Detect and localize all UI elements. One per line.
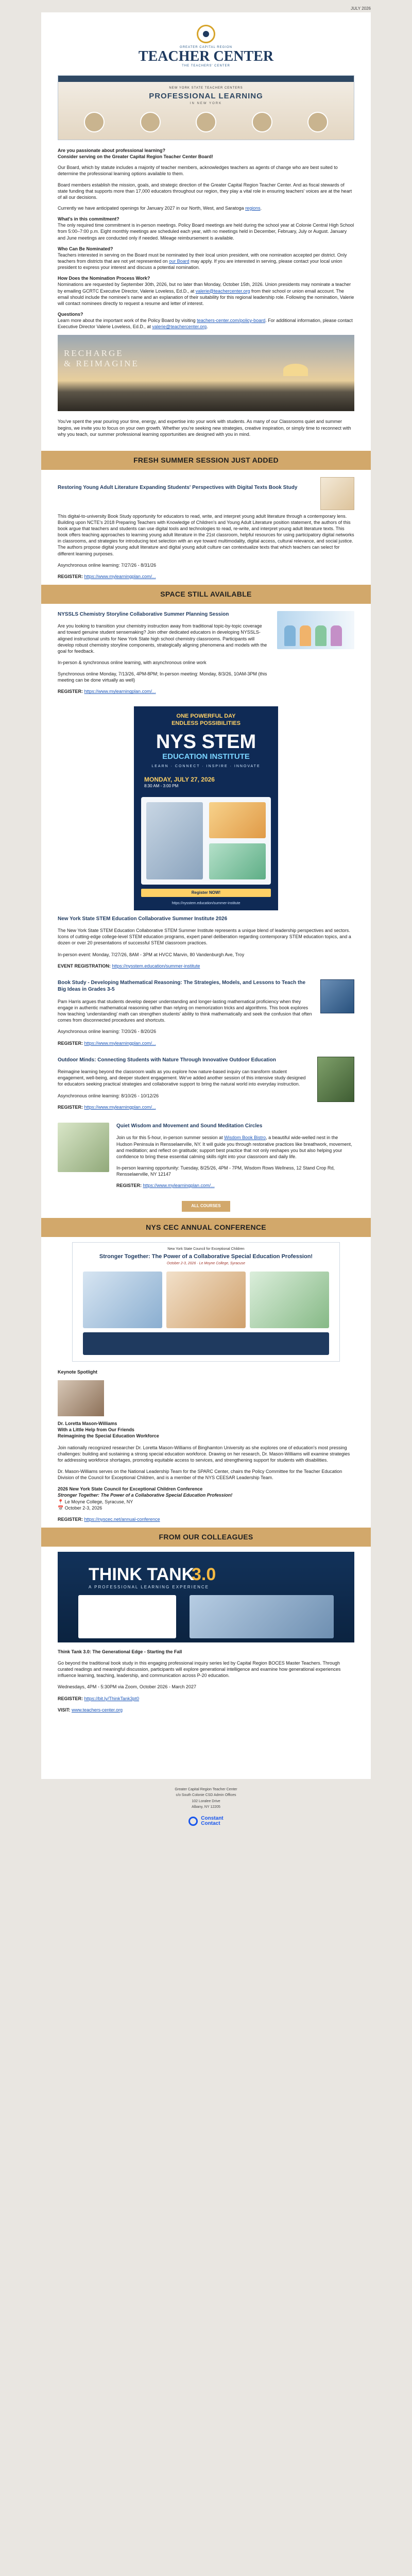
keynote-sub: With a Little Help from Our Friends bbox=[58, 1427, 134, 1433]
flyer-date: MONDAY, JULY 27, 2026 bbox=[144, 775, 215, 783]
think-tank-version: 3.0 bbox=[192, 1564, 216, 1584]
meditation-image bbox=[58, 1123, 109, 1172]
cec-flyer-footer bbox=[83, 1332, 329, 1355]
banner-line-2: PROFESSIONAL LEARNING bbox=[149, 92, 263, 100]
intro-call: Consider serving on the Greater Capital Region Teacher Center Board! bbox=[58, 154, 213, 160]
constant-contact-logo[interactable] bbox=[178, 1816, 234, 1826]
outdoor-book-cover-image bbox=[317, 1057, 354, 1102]
flyer-top-2: ENDLESS POSSIBILITIES bbox=[171, 720, 241, 727]
think-tank-photo bbox=[190, 1595, 334, 1638]
think-tank-info-card bbox=[78, 1595, 176, 1638]
banner-line-1: NEW YORK STATE TEACHER CENTERS bbox=[169, 87, 243, 90]
section-header-members: FROM OUR COLLEAGUES bbox=[41, 1528, 371, 1547]
course-card-quiet-wisdom bbox=[41, 1115, 371, 1194]
wisdom-bistro-link[interactable]: Wisdom Book Bistro bbox=[224, 1135, 266, 1141]
heading-what: What's in this commitment? bbox=[58, 216, 119, 222]
cec-conference-flyer[interactable] bbox=[72, 1242, 340, 1362]
think-tank-banner[interactable] bbox=[58, 1552, 354, 1642]
think-tank-schedule: Wednesdays, 4PM - 5:30PM via Zoom, October 2026 - March 2027 bbox=[58, 1684, 196, 1690]
location-pin-icon: 📍 bbox=[58, 1499, 64, 1504]
course-description: The New York State STEM Education Collaborative STEM Summer Institute represents a unique blend of leadership perspectives and sectors. Icons of cutting-edge college-level STEM education programs, expert panel deliberation regarding contemporary STEM education topics, and a dozen or over 20 presentations of successful STEM classroom practices. bbox=[58, 928, 351, 946]
course-schedule: In-person event: Monday, 7/27/26, 8AM - 3PM at HVCC Marvin, 80 Vandenburgh Ave, Troy bbox=[58, 952, 245, 957]
flyer-mid-title: EDUCATION INSTITUTE bbox=[162, 752, 250, 761]
course-card-ya-literature bbox=[41, 470, 371, 510]
sunset-icon bbox=[283, 364, 308, 376]
cec-flyer-title: Stronger Together: The Power of a Collaborative Special Education Profession! bbox=[99, 1253, 313, 1260]
heading-questions: Questions? bbox=[58, 311, 83, 317]
conference-subtitle: Stronger Together: The Power of a Collaborative Special Education Profession! bbox=[58, 1493, 233, 1498]
course-title: Restoring Young Adult Literature Expanding Students' Perspectives with Digital Texts Book Study bbox=[58, 484, 298, 490]
flyer-url: https://nysstem.education/summer-institute bbox=[171, 902, 241, 906]
register-line: REGISTER: https://nyscec.net/annual-conference bbox=[58, 1516, 160, 1522]
banner-line-3: IN NEW YORK bbox=[190, 102, 222, 105]
course-title: Outdoor Minds: Connecting Students with Nature Through Innovative Outdoor Education bbox=[58, 1057, 276, 1063]
footer-address-2: 102 Loralee Drive bbox=[192, 1799, 220, 1803]
hero-line-1: RECHARGE bbox=[64, 348, 124, 359]
section-header-fresh: FRESH SUMMER SESSION JUST ADDED bbox=[41, 451, 371, 470]
conference-dates: October 2-3, 2026 bbox=[64, 1505, 102, 1511]
heading-how: How Does the Nomination Process Work? bbox=[58, 276, 150, 281]
footer-address-3: Albany, NY 12205 bbox=[192, 1805, 220, 1809]
register-link[interactable]: https://nysstem.education/summer-institute bbox=[112, 963, 200, 969]
policy-board-section: Are you passionate about professional learning? Consider serving on the Greater Capital Region Teacher Center Board! Our Board, which by statute includes a majority of teacher members, acknowledges teachers as agents of change who are best suited to determine the professional learning options available to them. Board members establish the mission, goals, and strategic direction of the Greater Capital Region Teacher Center. And as fiscal stewards of state funding that supports more than 17,000 educators throughout our region, they play a vital role in ensuring teachers' voices are at the heart of all our decisions. Currently we have anticipated openings for January 2027 in our North, West, and Saratoga regions. What's in this commitment? The only required time commitment is in-person meetings. Policy Board meetings are held during the school year at Colonie Central High School from 5:00–7:00 p.m. Eight monthly meetings are scheduled each year, with no meetings held in December, February, July or August. January and June meetings are conducted only if needed. Mileage reimbursement is available. Who Can Be Nominated? Teachers interested in serving on the Board must be nominated by their local union president, with one nomination accepted per district. Only teachers from districts that are not yet represented on our Board may apply. If you are interested in serving, please contact your local union president to express your interest and discuss a potential nomination. How Does the Nomination Process Work? Nominations are requested by September 30th, 2026, but no later than Monday, October 15th, 2026. Union presidents may nominate a teacher by emailing GCRTC Executive Director, Valerie Loveless, Ed.D., at valerie@teachercenter.org from their school or union email account. The email should include the nominee's name and an explanation of their suitability for this regional leadership role. Following the nomination, Valerie will contact nominees directly to request a resume and letter of interest. Questions? Learn more about the important work of the Policy Board by visiting teachers-center.com/policy-board. For additional information, please contact Executive Director Valerie Loveless, Ed.D., at valerie@teachercenter.org. bbox=[58, 148, 354, 330]
cec-photo-1 bbox=[83, 1272, 162, 1328]
math-book-cover-image bbox=[320, 979, 354, 1013]
professional-learning-banner bbox=[58, 75, 354, 140]
growth-icon bbox=[196, 112, 216, 132]
footer-address-1: c/o South Colonie CSD Admin Offices bbox=[176, 1793, 236, 1798]
our-board-link[interactable]: our Board bbox=[169, 258, 190, 264]
course-description: Pam Harris argues that students develop deeper understanding and longer-lasting mathematical proficiency when they engage in authentic mathematical reasoning rather than relying on memorization tricks and algorithms. This book explores how teaching 'understanding' math can strengthen students' ability to think mathematically and seek the confusion that often comes from disconnected procedures and shortcuts. bbox=[58, 998, 312, 1023]
keynote-sub-2: Reimagining the Special Education Workforce bbox=[58, 1433, 159, 1439]
course-title: NYSSLS Chemistry Storyline Collaborative Summer Planning Session bbox=[58, 611, 229, 617]
visit-link[interactable]: www.teachers-center.org bbox=[72, 1707, 123, 1713]
course-schedule: Synchronous online Monday, 7/13/26, 4PM-8PM; In-person meeting: Monday, 8/3/26, 10AM-3PM (this meeting can be done virtually as well) bbox=[58, 671, 267, 683]
register-link[interactable]: https://www.mylearningplan.com/... bbox=[84, 689, 156, 694]
footer bbox=[0, 1779, 412, 1826]
leadership-icon bbox=[307, 112, 328, 132]
course-title: Quiet Wisdom and Movement and Sound Meditation Circles bbox=[116, 1123, 263, 1129]
course-description: This digital-to-university Book Study opportunity for educators to read, write, and interpret young adult literature through a contemporary lens. Building upon NCTE's 2018 Preparing Teachers with Knowledge of Children's and Young Adult Literature position statement, the authors of this book argue that teachers and students can use digital tools and technologies to read, re-write, and interpret young adult literature texts. This book offers teaching approaches to learning young adult literature in the 21st classroom, helpful resources for using participatory digital networks in classrooms, and strategies for introducing text selection with an eye toward multimodality, digital access, cultural relevance, and social justice. The authors propose digital young adult literature and digital young adult culture can contextualize texts that which teachers can select for different learning purposes. bbox=[58, 513, 354, 556]
calendar-icon: 📅 bbox=[58, 1505, 64, 1511]
valerie-email-link[interactable]: valerie@teachercenter.org bbox=[195, 288, 250, 294]
community-icon bbox=[252, 112, 272, 132]
recharge-reimagine-image bbox=[58, 335, 354, 411]
intro-paragraph-1: Our Board, which by statute includes a majority of teacher members, acknowledges teachers as agents of change who are best suited to determine the professional learning options available to them. bbox=[58, 165, 338, 177]
register-line: REGISTER: https://www.mylearningplan.com/... bbox=[58, 689, 156, 694]
register-line: EVENT REGISTRATION: https://nysstem.education/summer-institute bbox=[58, 963, 200, 969]
cec-photo-2 bbox=[166, 1272, 246, 1328]
flyer-photo-1 bbox=[146, 802, 203, 879]
logo-top-text: GREATER CAPITAL REGION bbox=[180, 46, 232, 49]
flyer-photo-3 bbox=[209, 843, 266, 879]
logo-sub-text: THE TEACHERS' CENTER bbox=[182, 64, 230, 68]
flyer-time: 8:30 AM - 3:00 PM bbox=[144, 783, 179, 788]
course-format: In-person & synchronous online learning, with asynchronous online work bbox=[58, 660, 207, 666]
policy-board-link[interactable]: teachers-center.com/policy-board bbox=[197, 318, 266, 324]
keynote-name: Dr. Loretta Mason-Williams bbox=[58, 1421, 117, 1427]
newsletter-body bbox=[41, 12, 371, 1779]
footer-org: Greater Capital Region Teacher Center bbox=[175, 1787, 237, 1791]
section-header-space: SPACE STILL AVAILABLE bbox=[41, 585, 371, 604]
keynote-paragraph-2: Dr. Mason-Williams serves on the National Leadership Team for the SPARC Center, chairs the Policy Committee for the Teacher Education Division of the Council for Exceptional Children, and is a member of the NYS CEESAR Leadership Team. bbox=[58, 1469, 342, 1481]
chemistry-students-image bbox=[277, 611, 354, 649]
register-link[interactable]: https://www.mylearningplan.com/... bbox=[143, 1183, 215, 1189]
teacher-center-logo-icon bbox=[197, 25, 215, 43]
book-cover-image bbox=[320, 477, 354, 510]
register-link[interactable]: https://bit.ly/ThinkTank3pt0 bbox=[84, 1696, 140, 1701]
course-card-stem bbox=[41, 910, 371, 969]
section-header-cec: NYS CEC ANNUAL CONFERENCE bbox=[41, 1218, 371, 1237]
register-link[interactable]: https://www.mylearningplan.com/... bbox=[84, 573, 156, 579]
think-tank-paragraph: Go beyond the traditional book study in this engaging professional inquiry series led by Capital Region BOCES Master Teachers. Through curated readings and meaningful discussion, participants will explore generational intelligence and examine how generational experiences influence learning, teaching, leadership, and communication across P-20 education. bbox=[58, 1660, 341, 1679]
valerie-email-link-2[interactable]: valerie@teachercenter.org bbox=[152, 324, 207, 330]
register-link[interactable]: https://www.mylearningplan.com/... bbox=[84, 1104, 156, 1110]
cec-flyer-header: New York State Council for Exceptional Children bbox=[167, 1247, 245, 1251]
intro-question: Are you passionate about professional learning? bbox=[58, 148, 166, 153]
cec-photo-3 bbox=[250, 1272, 329, 1328]
register-line: REGISTER: https://www.mylearningplan.com/... bbox=[116, 1183, 215, 1189]
constant-contact-icon bbox=[188, 1817, 198, 1826]
paragraph-commitment: The only required time commitment is in-person meetings. Policy Board meetings are held during the school year at Colonie Central High School from 5:00–7:00 p.m. Eight monthly meetings are scheduled each year, with no meetings held in December, February, July or August. January and June meetings are conducted only if needed. Mileage reimbursement is available. bbox=[58, 223, 354, 241]
hero-line-2: & REIMAGINE bbox=[64, 358, 139, 368]
collaboration-icon bbox=[140, 112, 161, 132]
think-tank-heading: Think Tank 3.0: The Generational Edge - Starting the Fall bbox=[58, 1649, 182, 1654]
course-description: Reimagine learning beyond the classroom walls as you explore how nature-based inquiry can transform student engagement, well-being, and deeper student engagement. We've added another session of this intensive study designed for educators seeking practical strategies and collaborative support to bring the natural world into everyday instruction. bbox=[58, 1069, 306, 1087]
register-link[interactable]: https://www.mylearningplan.com/... bbox=[84, 1040, 156, 1046]
intro-paragraph-2: Board members establish the mission, goals, and strategic direction of the Greater Capital Region Teacher Center. And as fiscal stewards of state funding that supports more than 17,000 educators throughout our region, they play a vital role in ensuring teachers' voices are at the heart of all our decisions. bbox=[58, 182, 352, 200]
visit-line: VISIT: www.teachers-center.org bbox=[58, 1707, 123, 1713]
heading-who: Who Can Be Nominated? bbox=[58, 246, 113, 251]
register-line: REGISTER: https://www.mylearningplan.com/... bbox=[58, 1104, 156, 1110]
keynote-speaker-photo bbox=[58, 1380, 104, 1416]
course-title: New York State STEM Education Collaborative Summer Institute 2026 bbox=[58, 916, 228, 922]
think-tank-title: THINK TANK bbox=[89, 1564, 195, 1584]
keynote-label: Keynote Spotlight bbox=[58, 1369, 97, 1375]
course-format: Asynchronous online learning: 7/20/26 - 8/20/26 bbox=[58, 1029, 157, 1035]
cc-brand-2: Contact bbox=[201, 1820, 220, 1826]
course-schedule: In-person learning opportunity: Tuesday, 8/25/26, 4PM - 7PM, Wisdom Rows Wellness, 12 Stand Crop Rd, Rensselaerville, NY 12147 bbox=[116, 1165, 335, 1177]
stem-institute-flyer[interactable] bbox=[134, 706, 278, 910]
course-description: Are you looking to transition your chemistry instruction away from traditional topic-by-topic coverage and toward genuine student sensemaking? Join other dedicated educators in developing NYSSLS-aligned instructional units for New York State high school chemistry classrooms. Participants will develop robust chemistry storyline components, strategically aligning phenomena and models with the goal for feedback. bbox=[58, 623, 267, 654]
register-link[interactable]: https://nyscec.net/annual-conference bbox=[84, 1516, 160, 1522]
course-card-outdoor-minds bbox=[41, 1052, 371, 1115]
issue-date: JULY 2026 bbox=[351, 6, 371, 11]
register-line: REGISTER: https://www.mylearningplan.com/... bbox=[58, 573, 156, 579]
course-card-math-reasoning bbox=[41, 974, 371, 1052]
logo-main-text: TEACHER CENTER bbox=[138, 48, 274, 65]
course-format: Asynchronous online learning: 8/10/26 - 10/12/26 bbox=[58, 1093, 159, 1098]
think-tank-section bbox=[41, 1642, 371, 1713]
course-title: Book Study - Developing Mathematical Reasoning: The Strategies, Models, and Lessons to Teach the Big Ideas in Grades 3-5 bbox=[58, 979, 306, 993]
think-tank-subtitle: A PROFESSIONAL LEARNING EXPERIENCE bbox=[89, 1584, 209, 1589]
learning-icon bbox=[84, 112, 105, 132]
keynote-section bbox=[41, 1362, 371, 1522]
conference-title: 2026 New York State Council for Exceptional Children Conference bbox=[58, 1486, 203, 1492]
recharge-paragraph: You've spent the year pouring your time, energy, and expertise into your work with students. As many of our Classrooms quiet and summer begins, we invite you to focus on your own growth. Whether you're seeking new strategies, creative inspiration, or simply time to reconnect with why you teach, our summer professional learning opportunities are designed with you in mind. bbox=[58, 419, 351, 437]
regions-link[interactable]: regions bbox=[245, 205, 261, 211]
register-line: REGISTER: https://bit.ly/ThinkTank3pt0 bbox=[58, 1696, 140, 1701]
keynote-paragraph-1: Join nationally recognized researcher Dr. Loretta Mason-Williams of Binghamton University as she explores one of education's most pressing challenges: building and sustaining a strong special education workforce. Drawing on her research, Dr. Mason-Williams will examine strategies for addressing workforce shortages, promoting equitable access to services, and strengthening support for students with disabilities. bbox=[58, 1445, 350, 1463]
flyer-register-button[interactable]: Register NOW! bbox=[141, 889, 271, 897]
flyer-big-title: NYS STEM bbox=[156, 731, 256, 753]
flyer-tagline: LEARN · CONNECT · INSPIRE · INNOVATE bbox=[151, 764, 261, 768]
flyer-top-1: ONE POWERFUL DAY bbox=[176, 713, 236, 719]
all-courses-button[interactable]: ALL COURSES bbox=[182, 1201, 230, 1212]
masthead bbox=[41, 12, 371, 75]
conference-location: Le Moyne College, Syracuse, NY bbox=[64, 1499, 133, 1504]
cec-flyer-subtitle: October 2-3, 2026 · Le Moyne College, Syracuse bbox=[166, 1262, 246, 1266]
intro-paragraph-3: Currently we have anticipated openings for January 2027 in our North, West, and Saratoga regions. bbox=[58, 205, 262, 211]
flyer-photo-2 bbox=[209, 802, 266, 838]
course-format: Asynchronous online learning: 7/27/26 - 8/31/26 bbox=[58, 562, 157, 568]
course-card-chemistry bbox=[41, 604, 371, 700]
register-line: REGISTER: https://www.mylearningplan.com/... bbox=[58, 1040, 156, 1046]
course-description: Join us for this 5-hour, in-person summer session at Wisdom Book Bistro, a beautiful wide-welled nest in the Hudson Peninsula in Rensselaerville, NY. It will guide you through restorative practices like breathwork, movement, and meditation; and reflect on gratitude; support best practice that not only reshapes you but also helping your confidence to bring these essential calming skills right into your classroom and daily life. bbox=[116, 1135, 352, 1159]
recharge-section bbox=[41, 411, 371, 450]
cc-brand-1: Constant bbox=[201, 1815, 224, 1821]
